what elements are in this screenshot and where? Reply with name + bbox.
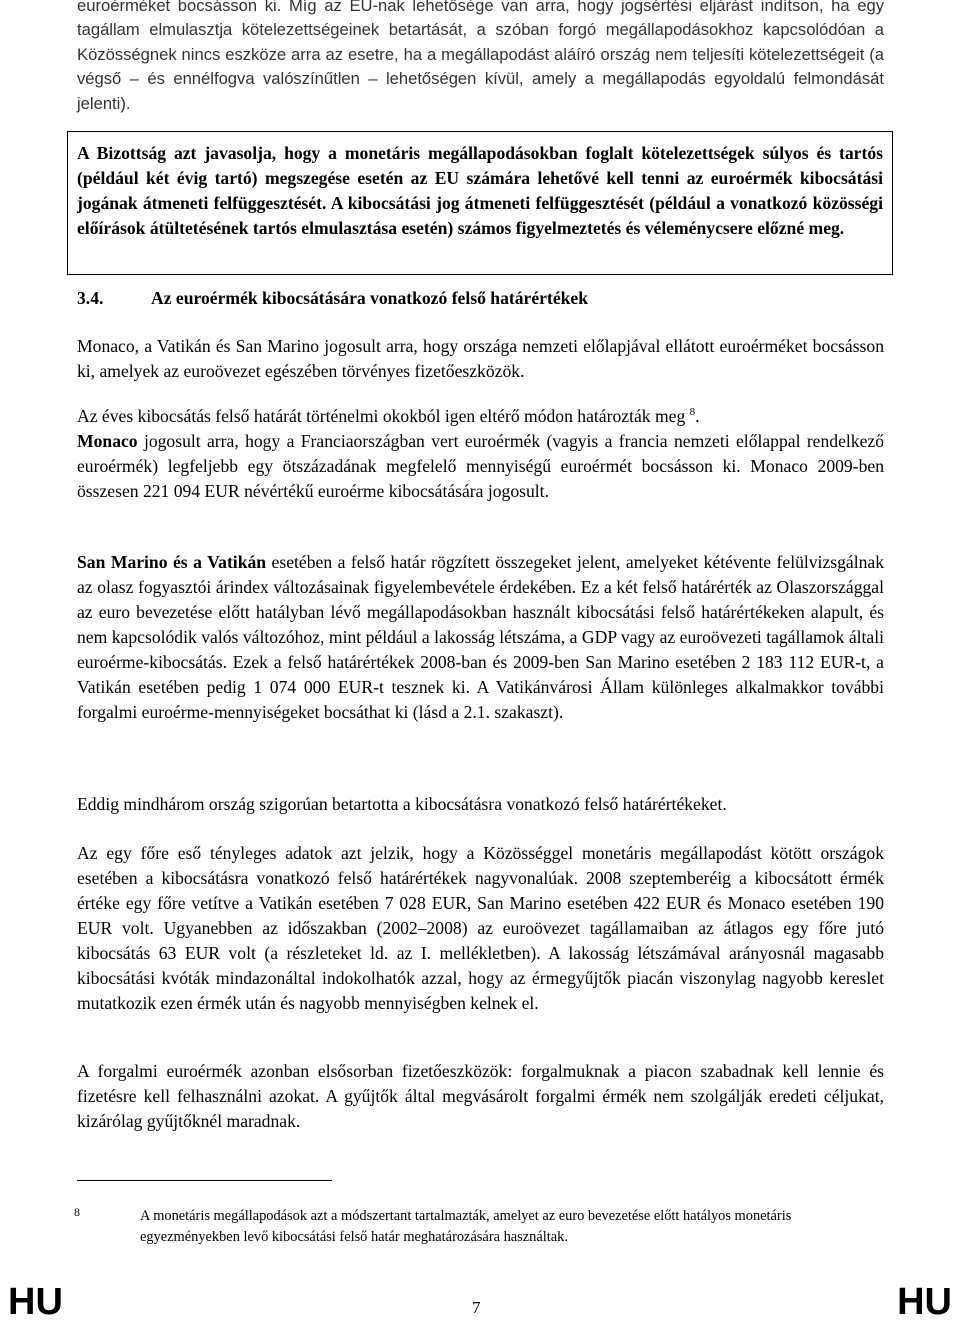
paragraph-2-period: . (695, 406, 700, 426)
san-marino-vatican-label: San Marino és a Vatikán (77, 552, 267, 572)
monaco-label: Monaco (77, 431, 138, 451)
top-paragraph: euroérméket bocsásson ki. Míg az EU-nak lehetősége van arra, hogy jogsértési eljárást indítson, ha egy tagállam elmulasztja kötelezettségeinek betartását, a szóban forgó megállapodásokhoz kapcsolódóan a Közösségnek nincs eszköze arra az esetre, ha a megállapodást aláíró ország nem teljesíti kötelezettségeit (a végső – és ennélfogva valószínűtlen – lehetőségen kívül, amely a megállapodás egyoldalú felmondását jelenti). (77, 0, 884, 113)
paragraph-3-text: jogosult arra, hogy a Franciaországban vert euroérmék (vagyis a francia nemzeti előlappal rendelkező euroérmék) legfeljebb egy ötszázadának megfelelő mennyiségű euroérmét bocsásson ki. Monaco 2009-ben összesen 221 094 EUR névértékű euroérme kibocsátására jogosult. (77, 431, 884, 501)
page-number: 7 (472, 1298, 481, 1317)
recommendation-box (67, 131, 893, 275)
language-code-right: HU (897, 1281, 952, 1323)
recommendation-text: A Bizottság azt javasolja, hogy a monetáris megállapodásokban foglalt kötelezettségek súlyos és tartós (például két évig tartó) megszegése esetén az EU számára lehetővé kell tenni az euroérmék kibocsátási jogának átmeneti felfüggesztését. A kibocsátási jog átmeneti felfüggesztését (például a vonatkozó közösségi előírások átültetésének tartós elmulasztása esetén) számos figyelmeztetés és véleménycsere előzné meg. (77, 143, 883, 238)
footnote-divider (77, 1180, 332, 1181)
footnote-text: A monetáris megállapodások azt a módszertant tartalmazták, amelyet az euro bevezetése előtt hatályos monetáris egyezményekben levő kibocsátási felső határ meghatározására használtak. (140, 1208, 792, 1245)
language-code-left: HU (8, 1281, 63, 1323)
paragraph-7: A forgalmi euroérmék azonban elsősorban fizetőeszközök: forgalmuknak a piacon szabadnak kell lennie és fizetésre kell felhasználni azokat. A gyűjtők által megvásárolt forgalmi érmék nem szolgálják eredeti céljukat, kizárólag gyűjtőknél maradnak. (77, 1061, 884, 1131)
footnote-ref: 8 (689, 406, 696, 419)
section-title: Az euroérmék kibocsátására vonatkozó felső határértékek (151, 288, 589, 308)
paragraph-2 (77, 404, 884, 504)
paragraph-1: Monaco, a Vatikán és San Marino jogosult arra, hogy országa nemzeti előlapjával ellátott euroérméket bocsásson ki, amelyek az euroövezet egészében törvényes fizetőeszközök. (77, 336, 884, 381)
section-number: 3.4. (77, 288, 104, 308)
section-heading (77, 288, 588, 309)
footnote-number: 8 (74, 1205, 80, 1219)
paragraph-4 (77, 550, 884, 725)
paragraph-5: Eddig mindhárom ország szigorúan betartotta a kibocsátásra vonatkozó felső határértékeket. (77, 794, 727, 814)
paragraph-4-text: esetében a felső határ rögzített összegeket jelent, amelyeket kétévente felülvizsgálnak az olasz fogyasztói árindex változásainak figyelembevétele érdekében. Ez a két felső határérték az Olaszországgal az euro bevezetése előtt hatályban lévő megállapodásokban használt kibocsátási felső határértékeken alapult, és nem kapcsolódik valós változóhoz, mint például a lakosság létszáma, a GDP vagy az euroövezeti tagállamok általi euroérme-kibocsátás. Ezek a felső határértékek 2008-ban és 2009-ben San Marino esetében 2 183 112 EUR-t, a Vatikán esetében pedig 1 074 000 EUR-t tesznek ki. A Vatikánvárosi Állam különleges alkalmakkor további forgalmi euroérme-mennyiségeket bocsáthat ki (lásd a 2.1. szakaszt). (77, 552, 885, 722)
paragraph-2-text: Az éves kibocsátás felső határát történelmi okokból igen eltérő módon határozták meg (77, 406, 686, 426)
paragraph-6: Az egy főre eső tényleges adatok azt jelzik, hogy a Közösséggel monetáris megállapodást kötött országok esetében a kibocsátásra vonatkozó felső határértékek nagyvonalúak. 2008 szeptemberéig a kibocsátott érmék értéke egy főre vetítve a Vatikán esetében 7 028 EUR, San Marino esetében 422 EUR és Monaco esetében 190 EUR volt. Ugyanebben az időszakban (2002–2008) az euroövezet tagállamaiban az átlagos egy főre jutó kibocsátás 63 EUR volt (a részleteket ld. az I. mellékletben). A lakosság létszámával arányosnál magasabb kibocsátási kvóták mindazonáltal indokolhatók azzal, hogy az érmegyűjtők piacán viszonylag nagyobb kereslet mutatkozik ezen érmék után és nagyobb mennyiségben kelnek el. (77, 843, 884, 1013)
